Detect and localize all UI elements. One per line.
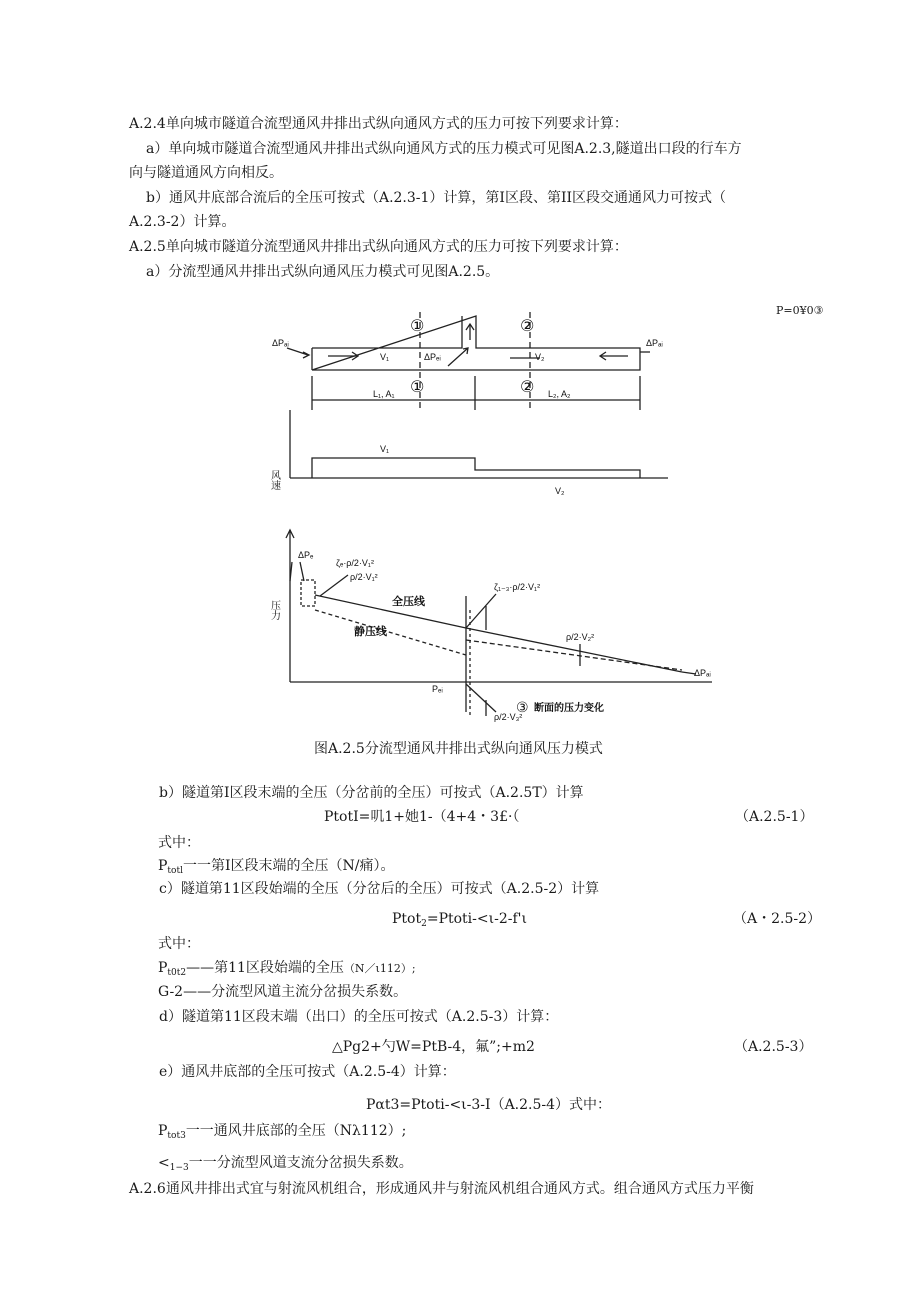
item-d: d）隧道第11区段末端（出口）的全压可按式（A.2.5-3）计算：: [159, 1009, 559, 1025]
label-dp-out: ΔPₐᵢ: [694, 668, 711, 678]
a24-item-b-line2: A.2.3-2）计算。: [129, 214, 236, 230]
where-label-1: 式中：: [158, 835, 200, 851]
equation-a25-1: PtotI=叽1+她1-（4+4・3£·（: [324, 809, 520, 825]
section-a26: A.2.6通风井排出式宜与射流风机组合，形成通风井与射流风机组合通风方式。组合通风方式压力平衡: [129, 1181, 754, 1197]
definition-ptot2: $P_{t0t2}——$第11区段始端的全压（N／ι112）;: [158, 960, 416, 978]
a24-item-b-line1: b）通风井底部合流后的全压可按式（A.2.3-1）计算，第I区段、第II区段交通通风力可按式（: [146, 190, 727, 206]
label-l2a2: L₂, A₂: [548, 389, 571, 399]
section-marker-2-bottom: ②: [520, 379, 535, 396]
section-a24-title: A.2.4单向城市隧道合流型通风井排出式纵向通风方式的压力可按下列要求计算：: [129, 116, 628, 132]
label-total-pressure-line: 全压线: [392, 596, 425, 608]
axis-label-wind-speed: 风速: [268, 470, 280, 490]
definition-ptot3: $P_{tot3}$一一通风井底部的全压（Nλ112）;: [158, 1123, 407, 1141]
equation-a25-4: Pαt3=Ptoti-<ι-3-I（A.2.5-4）式中：: [366, 1097, 612, 1113]
label-dp-e: ΔPₑ: [298, 550, 314, 560]
section-marker-1-top: ①: [410, 318, 425, 335]
a25-item-a: a）分流型通风井排出式纵向通风压力模式可见图A.2.5。: [146, 264, 500, 280]
figure-tag: P=0¥0③: [776, 304, 824, 317]
label-v2-chart: V₂: [555, 486, 565, 496]
item-b: b）隧道第I区段末端的全压（分岔前的全压）可按式（A.2.5T）计算: [159, 785, 584, 801]
a24-item-a-line1: a）单向城市隧道合流型通风井排出式纵向通风方式的压力模式可见图A.2.3,隧道出口段的行车方: [146, 141, 742, 157]
label-section-change: 断面的压力变化: [534, 703, 604, 714]
section-marker-1-bottom: ①: [410, 379, 425, 396]
definition-g2: G-2——分流型风道主流分岔损失系数。: [158, 984, 408, 1000]
section-marker-3: ③: [516, 699, 529, 715]
label-v1-chart: V₁: [380, 444, 390, 454]
label-dp-mid: ΔPₑᵢ: [424, 352, 441, 362]
label-zeta-e: ζₑ·ρ/2·V₁²: [336, 558, 374, 568]
section-marker-2-top: ②: [520, 318, 535, 335]
equation-a25-3-number: （A.2.5-3）: [734, 1039, 813, 1055]
equation-a25-3: △Pg2+勺W=PtB-4，氟”;+m2: [332, 1039, 535, 1055]
label-l1a1: L₁, A₁: [373, 389, 395, 399]
definition-zeta13: $<_{1-3}$一一分流型风道支流分岔损失系数。: [158, 1155, 413, 1173]
item-e: e）通风井底部的全压可按式（A.2.5-4）计算：: [159, 1064, 456, 1080]
equation-a25-2: Ptot$_2$=Ptoti-<ι-2-f'ι: [392, 911, 527, 929]
label-rho-v3: ρ/2·V₃²: [494, 712, 523, 722]
figure-caption: 图A.2.5分流型通风井排出式纵向通风压力模式: [314, 741, 603, 757]
definition-ptot1: $P_{totl}$一一第I区段末端的全压（N/痛）。: [158, 858, 395, 876]
label-static-pressure-line: 静压线: [354, 626, 387, 638]
label-rho-v2: ρ/2·V₂²: [566, 632, 595, 642]
a24-item-a-line2: 向与隧道通风方向相反。: [129, 165, 283, 181]
label-v2-tunnel: V₂: [535, 352, 545, 362]
equation-a25-1-number: （A.2.5-1）: [735, 809, 814, 825]
equation-a25-2-number: （A・2.5-2）: [733, 911, 822, 927]
label-dp-right: ΔPₐᵢ: [646, 338, 663, 348]
where-label-2: 式中：: [158, 936, 200, 952]
section-a25-title: A.2.5单向城市隧道分流型通风井排出式纵向通风方式的压力可按下列要求计算：: [129, 239, 628, 255]
label-v1-tunnel: V₁: [380, 352, 390, 362]
label-zeta-13: ζ₁₋₃·ρ/2·V₁²: [494, 582, 541, 592]
item-c: c）隧道第11区段始端的全压（分岔后的全压）可按式（A.2.5-2）计算: [159, 881, 600, 897]
axis-label-pressure: 压力: [268, 600, 280, 620]
label-rho-v1: ρ/2·V₁²: [350, 572, 378, 582]
label-dp-left: ΔPₐᵢ: [272, 338, 289, 348]
label-p-e: Pₑᵢ: [432, 684, 443, 694]
